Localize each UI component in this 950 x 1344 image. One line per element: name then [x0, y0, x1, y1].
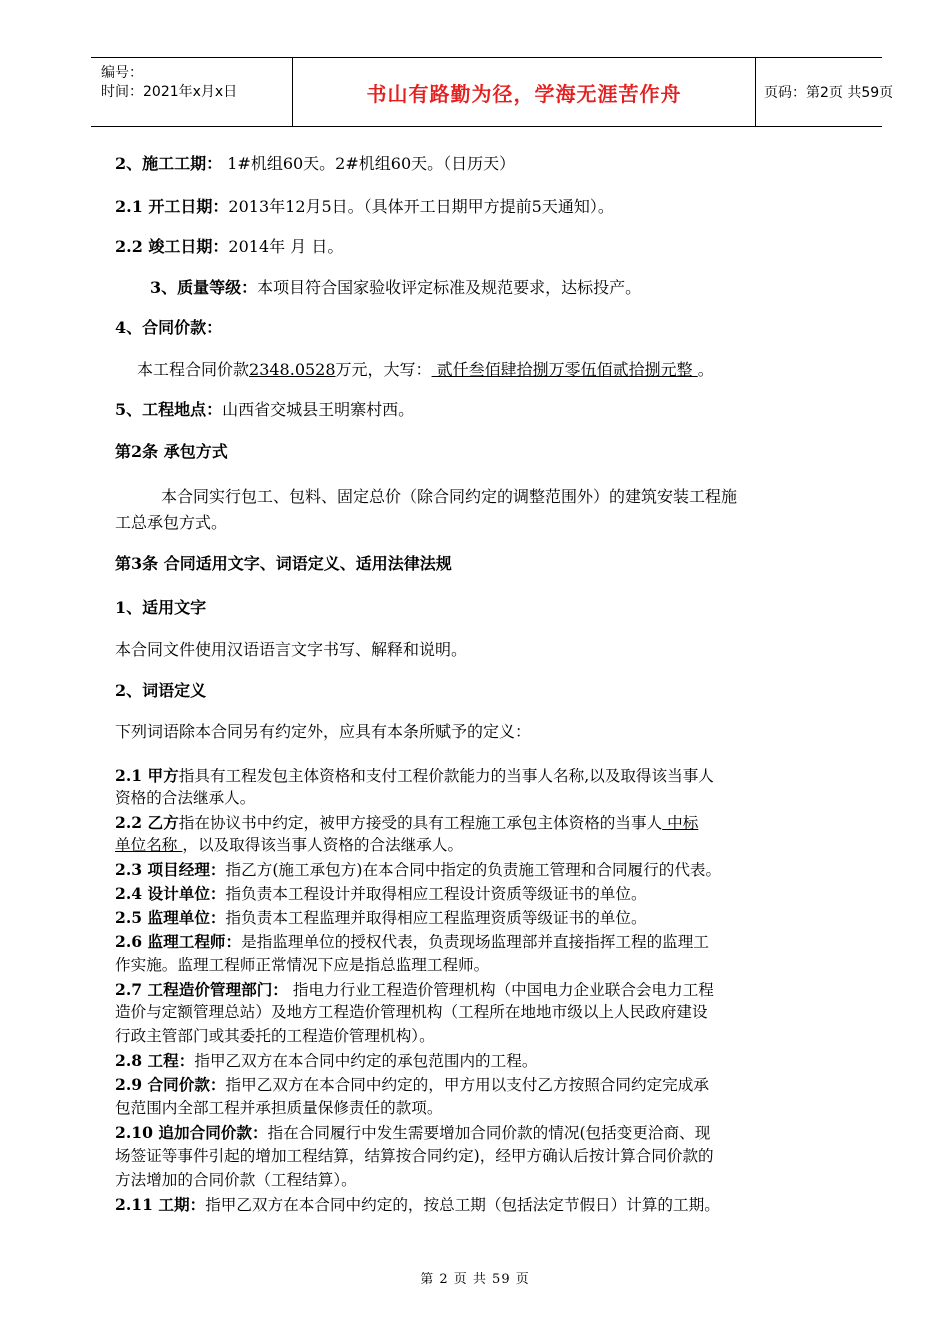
definition-2-text-cont: ，以及取得该当事人资格的合法继承人。 [182, 836, 464, 854]
page-info: 页码：第2页 共59页 [764, 85, 894, 101]
location-paragraph [115, 400, 414, 420]
definition-11 [115, 1193, 720, 1217]
definition-10-line3: 方法增加的合同价款（工程结算）。 [115, 1171, 357, 1189]
price-heading: 4、合同价款： [115, 318, 223, 337]
definition-7-line1 [115, 978, 714, 1002]
quality-text: 本项目符合国家验收评定标准及规范要求，达标投产。 [257, 278, 642, 297]
definition-10-text: 指在合同履行中发生需要增加合同价款的情况(包括变更洽商、现 [267, 1124, 711, 1142]
header-motto-cell [293, 58, 756, 126]
article3-sub1: 1、适用文字 [115, 598, 207, 617]
definition-4 [115, 882, 647, 906]
price-paragraph [137, 360, 714, 380]
definition-9-text: 指甲乙双方在本合同中约定的，甲方用以支付乙方按照合同约定完成承 [225, 1076, 709, 1094]
time-label: 时间：2021年x月x日 [101, 84, 238, 100]
definition-3-text: 指乙方(施工承包方)在本合同中指定的负责施工管理和合同履行的代表。 [225, 861, 722, 879]
article2-line1: 本合同实行包工、包料、固定总价（除合同约定的调整范围外）的建筑安装工程施 [161, 487, 738, 506]
definition-1-text: 指具有工程发包主体资格和支付工程价款能力的当事人名称,以及取得该当事人 [178, 767, 714, 785]
definition-9-line1 [115, 1073, 709, 1097]
definition-7-text: 指电力行业工程造价管理机构（中国电力企业联合会电力工程 [287, 981, 714, 999]
header-page-cell [756, 58, 894, 126]
definition-10-line2: 场签证等事件引起的增加工程结算，结算按合同约定)，经甲方确认后按计算合同价款的 [115, 1147, 714, 1165]
location-label: 5、工程地点： [115, 400, 223, 419]
price-suffix: 。 [697, 360, 714, 379]
location-text: 山西省交城县王明寨村西。 [222, 400, 415, 419]
definition-9-line2: 包范围内全部工程并承担质量保修责任的款项。 [115, 1099, 443, 1117]
price-middle: 万元，大写： [335, 360, 432, 379]
definition-11-label: 2.11 工期： [115, 1195, 206, 1214]
definition-1-line1 [115, 764, 714, 788]
motto: 书山有路勤为径，学海无涯苦作舟 [366, 81, 682, 106]
definition-2-label: 2.2 乙方 [115, 813, 179, 832]
price-prefix: 本工程合同价款 [137, 360, 250, 379]
duration-paragraph [115, 154, 515, 174]
duration-text: 1#机组60天。2#机组60天。（日历天） [222, 154, 516, 173]
definition-10-line1 [115, 1121, 710, 1145]
price-amount: 2348.0528 [249, 360, 336, 379]
definition-7-label: 2.7 工程造价管理部门： [115, 980, 288, 999]
definition-6-label: 2.6 监理工程师： [115, 932, 242, 951]
duration-label: 2、施工工期： [115, 154, 223, 173]
definition-6-line1 [115, 930, 709, 954]
article2-line2: 工总承包方式。 [115, 513, 228, 532]
definition-2-text: 指在协议书中约定，被甲方接受的具有工程施工承包主体资格的当事人 [178, 814, 663, 832]
definition-6-text: 是指监理单位的授权代表，负责现场监理部并直接指挥工程的监理工 [241, 933, 709, 951]
definition-10-label: 2.10 追加合同价款： [115, 1123, 268, 1142]
definition-2-blank-cont: 单位名称 [115, 836, 183, 854]
number-label: 编号： [101, 65, 143, 81]
definition-2-blank: 中标 [662, 814, 699, 832]
definition-1-line2: 资格的合法继承人。 [115, 789, 256, 807]
page-header [91, 57, 894, 127]
definition-5 [115, 906, 647, 930]
definition-6-line2: 作实施。监理工程师正常情况下应是指总监理工程师。 [115, 956, 490, 974]
definition-8-label: 2.8 工程： [115, 1051, 195, 1070]
definition-7-line3: 行政主管部门或其委托的工程造价管理机构）。 [115, 1027, 435, 1045]
definition-3 [115, 858, 721, 882]
article3-sub2: 2、词语定义 [115, 681, 207, 700]
finish-date-text: 2014年 月 日。 [228, 237, 344, 256]
quality-paragraph [150, 278, 641, 298]
definition-7-line2: 造价与定额管理总站）及地方工程造价管理机构（工程所在地地市级以上人民政府建设 [115, 1003, 708, 1021]
definition-8-text: 指甲乙双方在本合同中约定的承包范围内的工程。 [194, 1052, 538, 1070]
finish-date-paragraph [115, 237, 343, 257]
finish-date-label: 2.2 竣工日期： [115, 237, 229, 256]
header-meta [91, 58, 293, 126]
definition-3-label: 2.3 项目经理： [115, 860, 226, 879]
article3-sub1-text: 本合同文件使用汉语语言文字书写、解释和说明。 [115, 640, 468, 659]
article3-sub2-text: 下列词语除本合同另有约定外，应具有本条所赋予的定义： [115, 722, 532, 741]
definition-11-text: 指甲乙双方在本合同中约定的，按总工期（包括法定节假日）计算的工期。 [205, 1196, 720, 1214]
start-date-text: 2013年12月5日。（具体开工日期甲方提前5天通知）。 [228, 197, 614, 216]
start-date-label: 2.1 开工日期： [115, 197, 229, 216]
article2-heading: 第2条 承包方式 [115, 442, 228, 461]
price-amount-words: 贰仟叁佰肆拾捌万零伍佰贰拾捌元整 [431, 360, 698, 379]
definition-2-line1 [115, 811, 698, 835]
definition-5-text: 指负责本工程监理并取得相应工程监理资质等级证书的单位。 [225, 909, 647, 927]
quality-label: 3、质量等级： [150, 278, 258, 297]
definition-8 [115, 1049, 537, 1073]
article3-heading: 第3条 合同适用文字、词语定义、适用法律法规 [115, 554, 452, 573]
start-date-paragraph [115, 197, 614, 217]
definition-1-label: 2.1 甲方 [115, 766, 179, 785]
definition-4-label: 2.4 设计单位： [115, 884, 226, 903]
definition-5-label: 2.5 监理单位： [115, 908, 226, 927]
definition-4-text: 指负责本工程设计并取得相应工程设计资质等级证书的单位。 [225, 885, 647, 903]
definition-2-line2 [115, 834, 463, 857]
page-footer: 第 2 页 共 59 页 [420, 1272, 530, 1287]
definition-9-label: 2.9 合同价款： [115, 1075, 226, 1094]
